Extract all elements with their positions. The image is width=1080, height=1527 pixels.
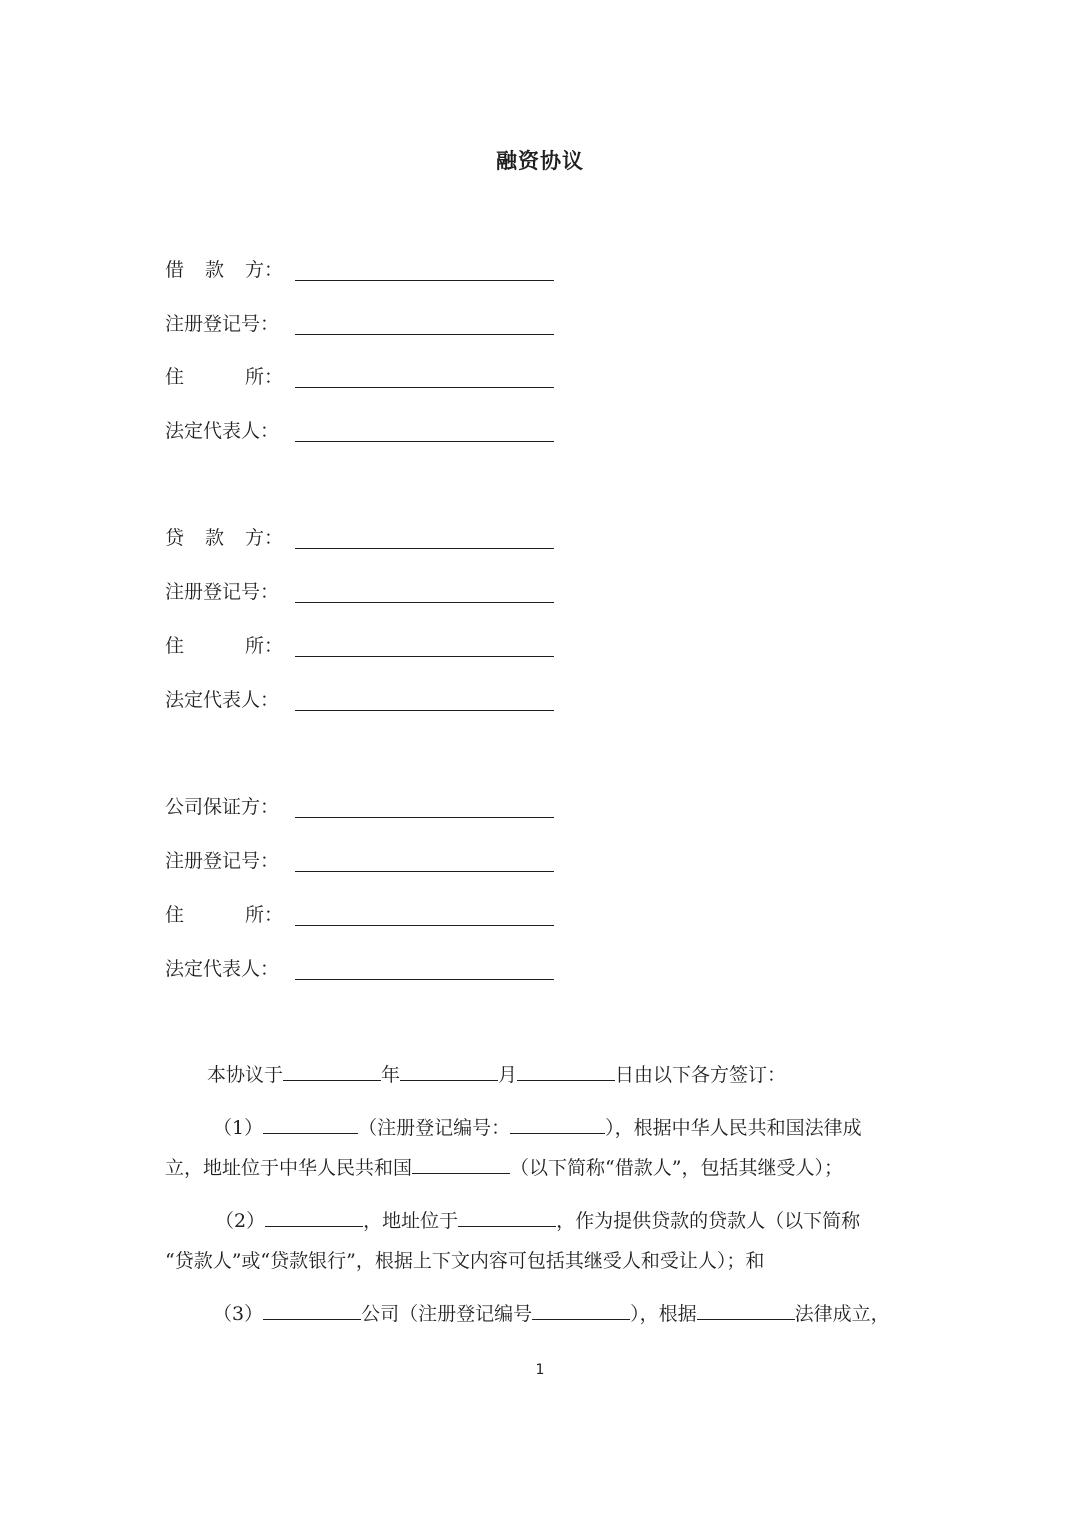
borrower-name-label: 借 款 方：	[165, 259, 283, 281]
month-blank[interactable]	[400, 1062, 498, 1081]
party2-line1: （2） ，地址位于 ，作为提供贷款的贷款人（以下简称	[215, 1210, 861, 1232]
party3-line1: （3） 公司（注册登记编号 ），根据 法律成立，	[213, 1303, 890, 1325]
party3-reg-blank[interactable]	[532, 1301, 630, 1320]
lender-name-label: 贷 款 方：	[165, 527, 283, 549]
lender-name-blank[interactable]	[295, 548, 554, 549]
lender-rep-label: 法定代表人：	[165, 689, 280, 711]
lender-rep-blank[interactable]	[295, 710, 554, 711]
party2-line2: “贷款人”或“贷款银行”，根据上下文内容可包括其继受人和受让人）；和	[165, 1250, 765, 1272]
borrower-rep-blank[interactable]	[295, 441, 554, 442]
party2-name-blank[interactable]	[265, 1208, 363, 1227]
guarantor-addr-blank[interactable]	[295, 925, 554, 926]
party1-reg-blank[interactable]	[510, 1115, 605, 1134]
year-blank[interactable]	[283, 1062, 381, 1081]
party3-law-blank[interactable]	[697, 1301, 795, 1320]
borrower-reg-blank[interactable]	[295, 334, 554, 335]
party3-name-blank[interactable]	[263, 1301, 361, 1320]
borrower-rep-label: 法定代表人：	[165, 420, 280, 442]
guarantor-reg-blank[interactable]	[295, 871, 554, 872]
guarantor-rep-label: 法定代表人：	[165, 958, 280, 980]
signing-date-line: 本协议于 年 月 日由以下各方签订：	[207, 1064, 787, 1086]
guarantor-name-blank[interactable]	[295, 817, 554, 818]
borrower-name-blank[interactable]	[295, 280, 554, 281]
lender-reg-blank[interactable]	[295, 602, 554, 603]
lender-reg-label: 注册登记号：	[165, 581, 280, 603]
party1-line1: （1） （注册登记编号： ），根据中华人民共和国法律成	[213, 1117, 862, 1139]
guarantor-addr-label: 住 所：	[165, 904, 283, 926]
page-number: 1	[535, 1362, 545, 1378]
party1-name-blank[interactable]	[263, 1115, 358, 1134]
borrower-reg-label: 注册登记号：	[165, 313, 280, 335]
borrower-addr-blank[interactable]	[295, 387, 554, 388]
guarantor-reg-label: 注册登记号：	[165, 850, 280, 872]
lender-addr-blank[interactable]	[295, 656, 554, 657]
day-blank[interactable]	[517, 1062, 615, 1081]
party1-line2: 立，地址位于中华人民共和国 （以下简称“借款人”，包括其继受人）；	[165, 1157, 843, 1179]
document-title: 融资协议	[496, 149, 584, 173]
party2-addr-blank[interactable]	[458, 1208, 556, 1227]
borrower-addr-label: 住 所：	[165, 366, 283, 388]
party1-addr-blank[interactable]	[412, 1155, 510, 1174]
guarantor-name-label: 公司保证方：	[165, 796, 280, 818]
lender-addr-label: 住 所：	[165, 635, 283, 657]
guarantor-rep-blank[interactable]	[295, 979, 554, 980]
